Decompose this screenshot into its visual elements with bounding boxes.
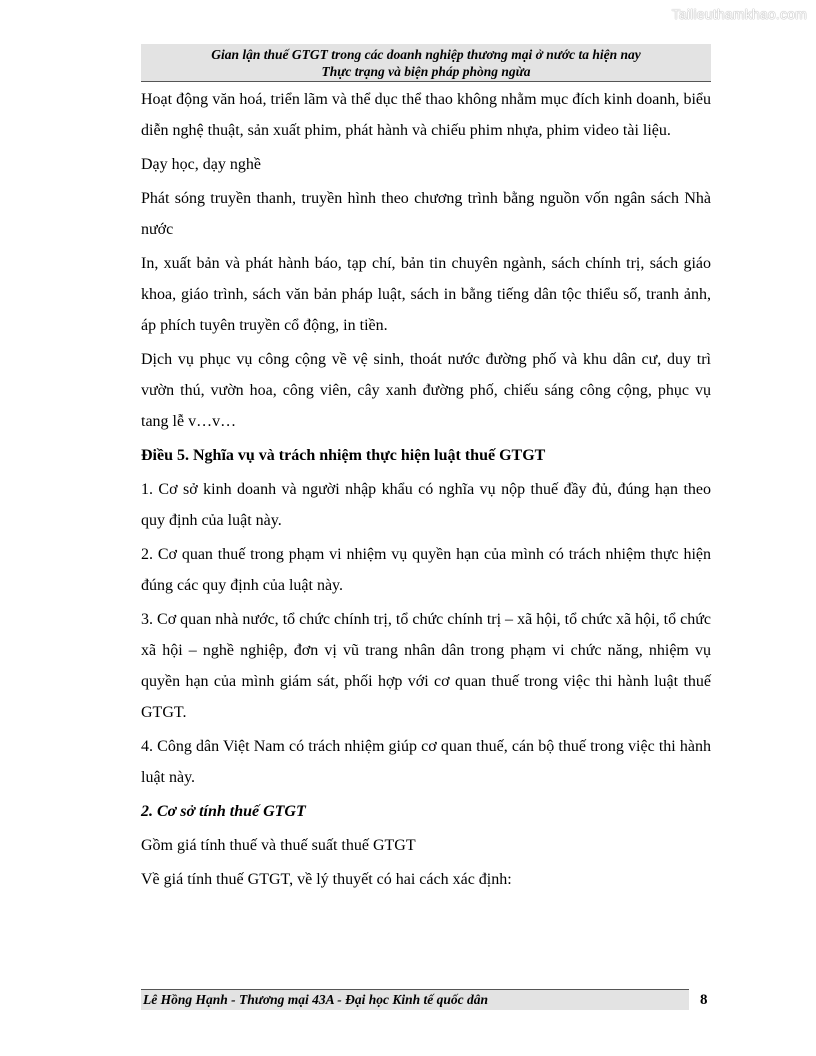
section-2-heading: 2. Cơ sở tính thuế GTGT — [141, 803, 306, 820]
paragraph-printing-publishing: In, xuất bản và phát hành báo, tạp chí, bản tin chuyên ngành, sách chính trị, sách giáo khoa, giáo trình, sách văn bản pháp luật, sách in bằng tiếng dân tộc thiểu số, tranh ảnh, áp phích tuyên truyền cổ động, in tiền. — [141, 255, 711, 334]
watermark-text: Tailieuthamkhao.com — [671, 6, 807, 22]
header-title-line-1: Gian lận thuế GTGT trong các doanh nghiệp thương mại ở nước ta hiện nay — [211, 47, 641, 62]
paragraph-public-services: Dịch vụ phục vụ công cộng về vệ sinh, thoát nước đường phố và khu dân cư, duy trì vườn thú, vườn hoa, công viên, cây xanh đường phố, chiếu sáng công cộng, phục vụ tang lễ v…v… — [141, 351, 711, 430]
article-5-item-1: 1. Cơ sở kinh doanh và người nhập khẩu có nghĩa vụ nộp thuế đầy đủ, đúng hạn theo quy định của luật này. — [141, 481, 711, 529]
footer-author: Lê Hồng Hạnh - Thương mại 43A - Đại học Kinh tế quốc dân — [143, 992, 489, 1007]
paragraph-tax-basis: Gồm giá tính thuế và thuế suất thuế GTGT — [141, 837, 416, 854]
paragraph-tax-price-methods: Về giá tính thuế GTGT, về lý thuyết có hai cách xác định: — [141, 871, 512, 888]
header-title-line-2: Thực trạng và biện pháp phòng ngừa — [321, 64, 531, 79]
article-5-heading: Điều 5. Nghĩa vụ và trách nhiệm thực hiện luật thuế GTGT — [141, 447, 546, 464]
document-body — [141, 84, 711, 898]
paragraph-cultural-activities: Hoạt động văn hoá, triển lãm và thể dục thể thao không nhằm mục đích kinh doanh, biểu diễn nghệ thuật, sản xuất phim, phát hành và chiếu phim nhựa, phim video tài liệu. — [141, 91, 711, 139]
paragraph-broadcasting: Phát sóng truyền thanh, truyền hình theo chương trình bằng nguồn vốn ngân sách Nhà nước — [141, 190, 711, 238]
article-5-item-3: 3. Cơ quan nhà nước, tổ chức chính trị, tổ chức chính trị – xã hội, tổ chức xã hội, tổ chức xã hội – nghề nghiệp, đơn vị vũ trang nhân dân trong phạm vi chức năng, nhiệm vụ quyền hạn của mình giám sát, phối hợp với cơ quan thuế trong việc thi hành luật thuế GTGT. — [141, 611, 711, 721]
article-5-item-2: 2. Cơ quan thuế trong phạm vi nhiệm vụ quyền hạn của mình có trách nhiệm thực hiện đúng các quy định của luật này. — [141, 546, 711, 594]
page-footer — [141, 989, 689, 1010]
page-number: 8 — [700, 992, 708, 1008]
article-5-item-4: 4. Công dân Việt Nam có trách nhiệm giúp cơ quan thuế, cán bộ thuế trong việc thi hành luật này. — [141, 738, 711, 786]
page-header — [141, 44, 711, 82]
paragraph-teaching: Dạy học, dạy nghề — [141, 156, 261, 173]
